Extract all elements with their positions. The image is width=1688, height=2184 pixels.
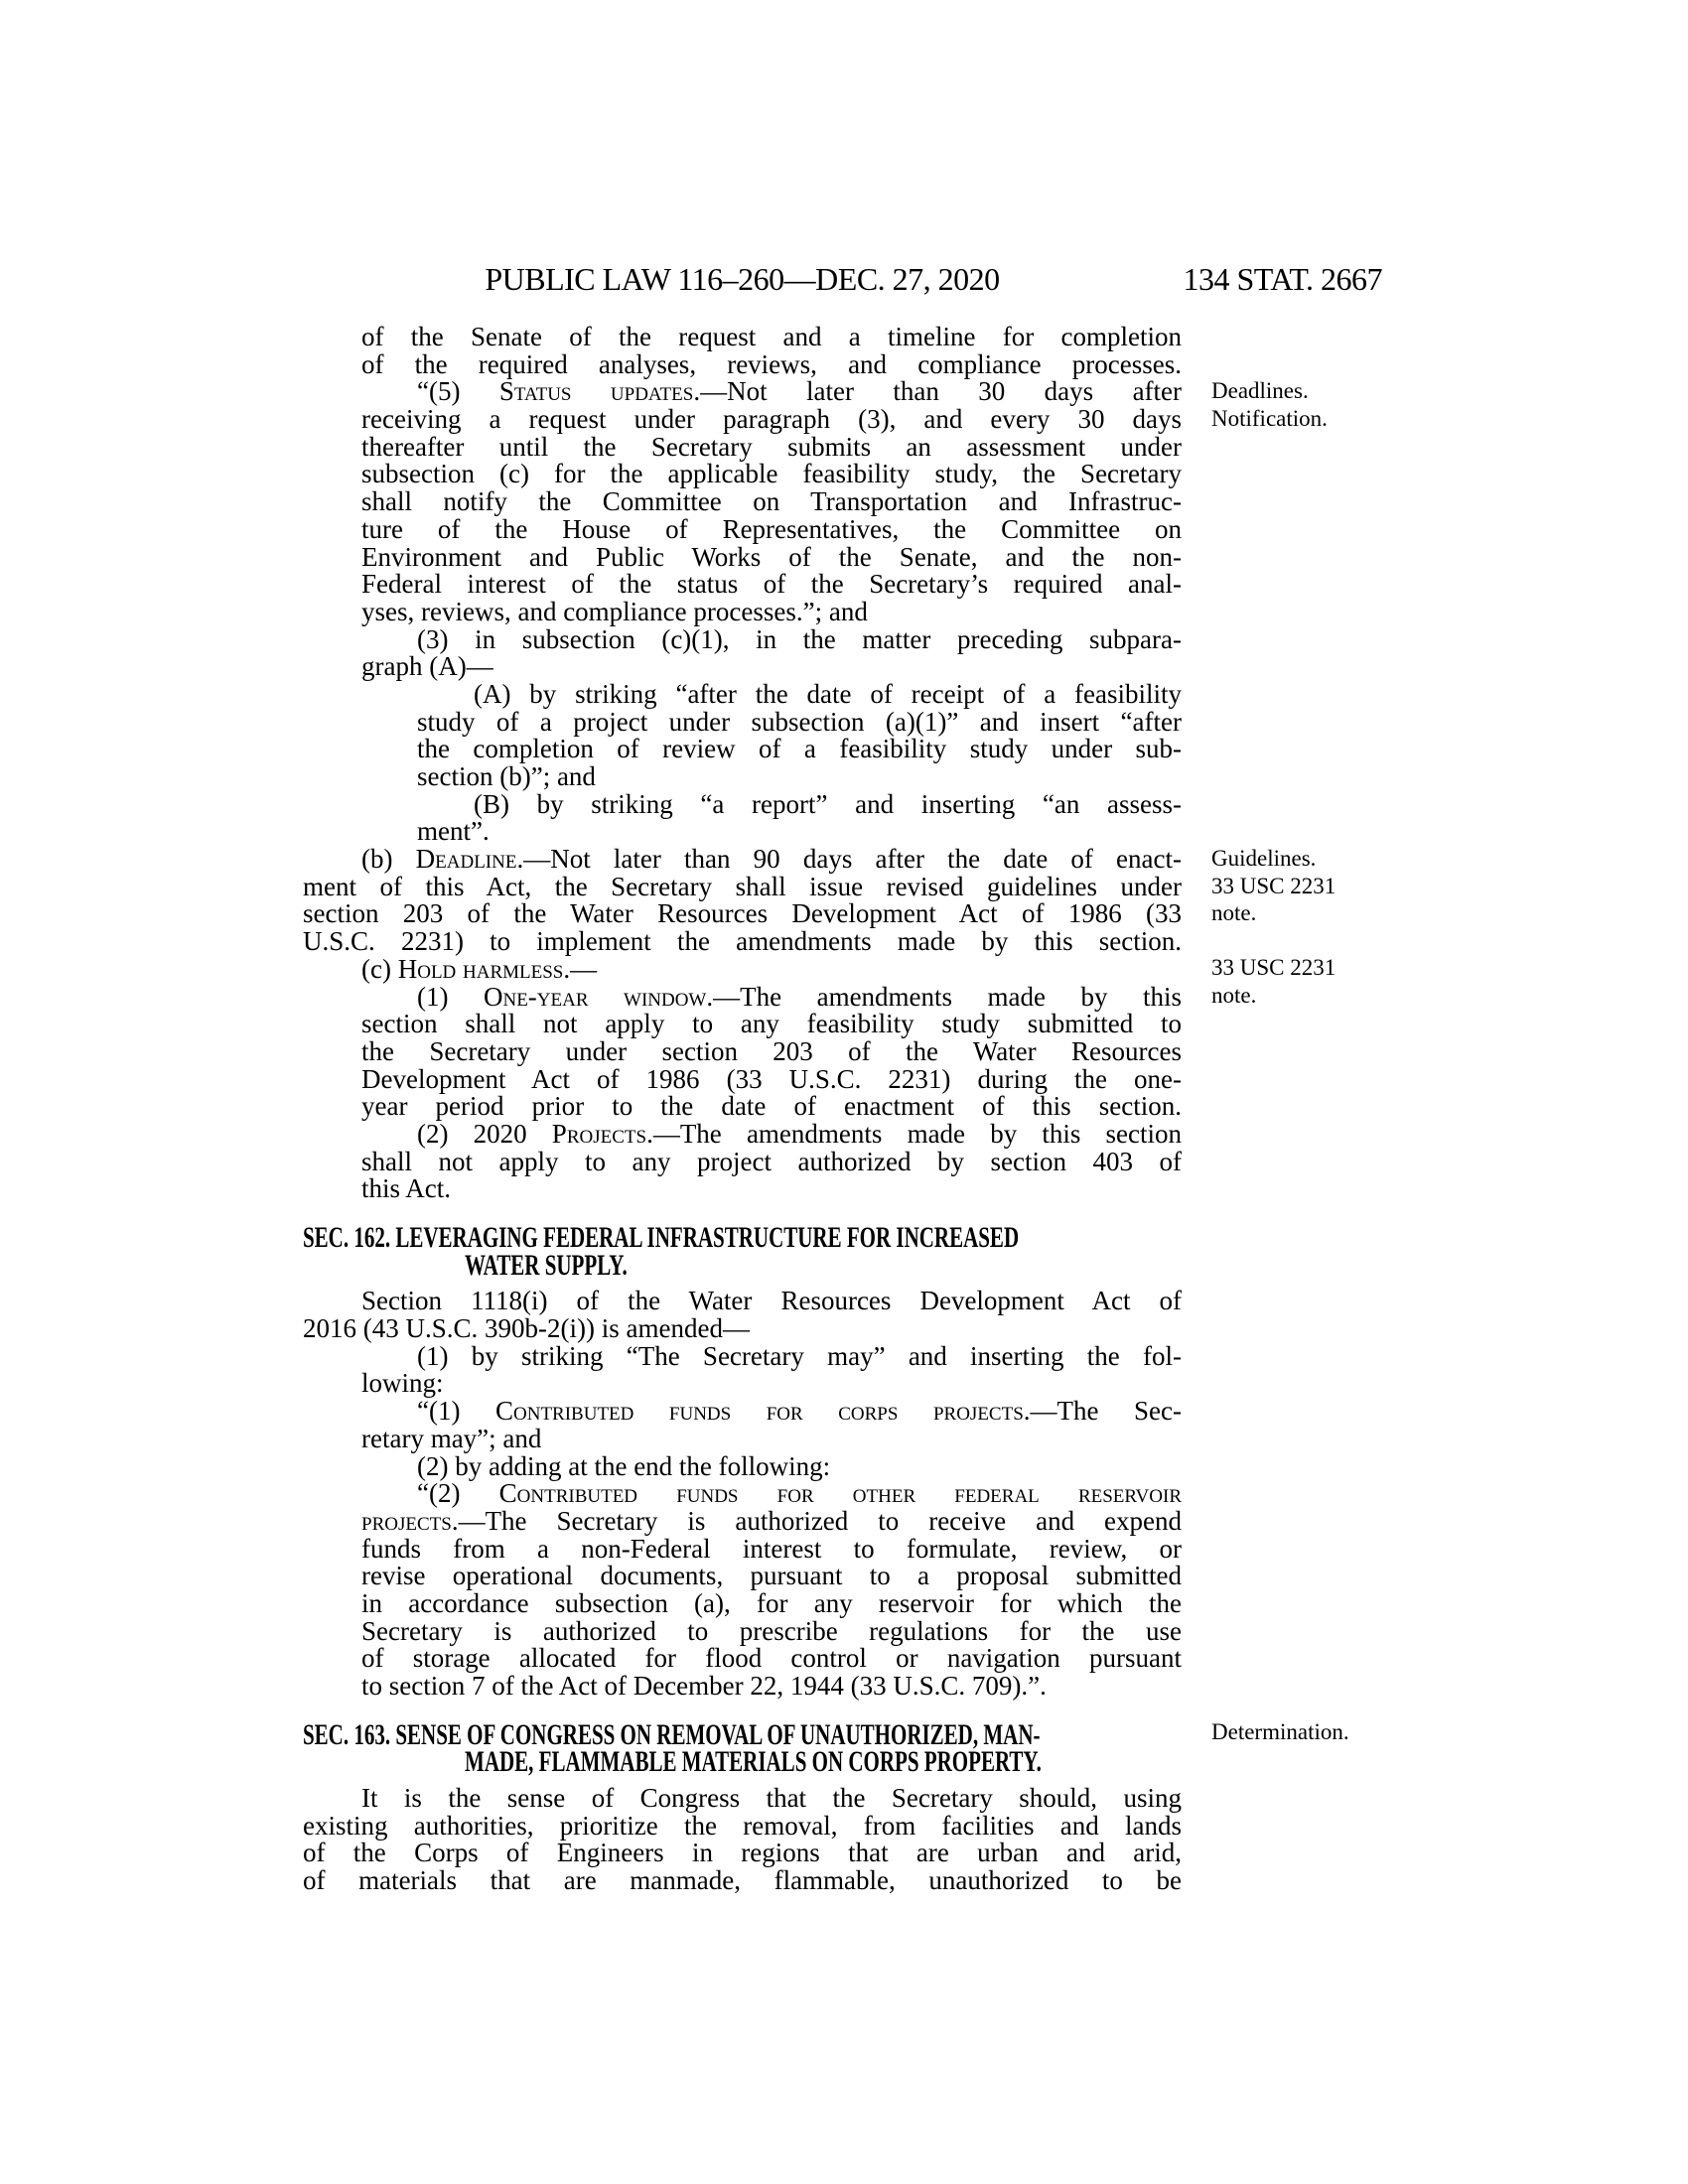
text-line: the completion of review of a feasibility study under sub- — [417, 734, 1182, 764]
margin-note — [1211, 954, 1388, 1009]
margin-note-line: Notification. — [1211, 405, 1328, 431]
text-line: section shall not apply to any feasibility study submitted to — [361, 1009, 1182, 1039]
small-caps-text: Hold harmless — [397, 953, 564, 984]
running-header-law-title: PUBLIC LAW 116–260—DEC. 27, 2020 — [485, 261, 1000, 297]
text-line: to section 7 of the Act of December 22, 1944 (33 U.S.C. 709).”. — [361, 1671, 1047, 1701]
text-line: year period prior to the date of enactment of this section. — [361, 1091, 1182, 1122]
text-line: (1) by striking “The Secretary may” and inserting the fol- — [417, 1340, 1182, 1371]
text-line: (A) by striking “after the date of receipt of a feasibility — [474, 678, 1182, 709]
section-heading-line: SEC. 163. SENSE OF CONGRESS ON REMOVAL OF UNAUTHORIZED, MAN- — [303, 1717, 1041, 1751]
margin-note-line: 33 USC 2231 — [1211, 873, 1336, 898]
section-heading-line: MADE, FLAMMABLE MATERIALS ON CORPS PROPERTY. — [465, 1745, 1042, 1779]
small-caps-text: Projects — [551, 1118, 647, 1149]
text-line: revise operational documents, pursuant to a proposal submitted — [361, 1561, 1182, 1591]
margin-note-line: Deadlines. — [1211, 378, 1309, 403]
text-line: existing authorities, prioritize the removal, from facilities and lands — [303, 1810, 1182, 1841]
text-line: “(2) Contributed funds for other federal reservoir — [417, 1478, 1183, 1509]
running-header-stat-page-number: 134 STAT. 2667 — [1183, 261, 1382, 297]
text-line: “(1) Contributed funds for corps projects.—The Sec- — [417, 1396, 1182, 1427]
margin-note-line: note. — [1211, 982, 1257, 1008]
section-heading-line: WATER SUPPLY. — [465, 1248, 628, 1282]
text-line: thereafter until the Secretary submits an assessment under — [361, 431, 1182, 462]
margin-note-line: 33 USC 2231 — [1211, 955, 1336, 980]
small-caps-text: Contributed funds for corps projects — [495, 1396, 1024, 1427]
margin-note-line: note. — [1211, 900, 1257, 926]
text-line: “(5) Status updates.—Not later than 30 days after — [417, 376, 1183, 407]
small-caps-text: Deadline — [415, 844, 517, 875]
text-line: shall notify the Committee on Transportation and Infrastruc- — [361, 486, 1182, 517]
margin-note — [1211, 377, 1388, 432]
text-line: graph (A)— — [361, 651, 493, 682]
text-line: subsection (c) for the applicable feasibility study, the Secretary — [361, 459, 1182, 489]
text-line: receiving a request under paragraph (3), and every 30 days — [361, 404, 1182, 435]
text-line: funds from a non-Federal interest to formulate, review, or — [361, 1533, 1182, 1564]
text-line: section 203 of the Water Resources Development Act of 1986 (33 — [303, 898, 1182, 929]
margin-note-line: Guidelines. — [1211, 846, 1317, 871]
text-line: projects.—The Secretary is authorized to receive and expend — [361, 1505, 1182, 1536]
text-line: of the Corps of Engineers in regions that are urban and arid, — [303, 1838, 1182, 1868]
text-line: the Secretary under section 203 of the Water Resources — [361, 1035, 1182, 1066]
text-line: of the Senate of the request and a timeline for completion — [361, 322, 1182, 351]
text-line: ment”. — [417, 816, 490, 847]
statute-body — [303, 324, 1182, 1895]
text-line: ment of this Act, the Secretary shall issue revised guidelines under — [303, 871, 1182, 901]
text-line: section (b)”; and — [417, 761, 596, 791]
text-line: (2) by adding at the end the following: — [417, 1450, 831, 1481]
text-line: ture of the House of Representatives, the Committee on — [361, 513, 1182, 544]
small-caps-text: projects — [361, 1505, 452, 1536]
small-caps-text: One-year window — [483, 981, 707, 1012]
text-line: U.S.C. 2231) to implement the amendments made by this section. — [303, 926, 1182, 957]
small-caps-text: Status updates — [498, 376, 694, 407]
text-line: Federal interest of the status of the Secretary’s required anal- — [361, 569, 1182, 600]
text-line: (b) Deadline.—Not later than 90 days after the date of enact- — [361, 844, 1183, 875]
text-line: of storage allocated for flood control or navigation pursuant — [361, 1643, 1182, 1674]
margin-note-line: Determination. — [1211, 1719, 1349, 1744]
margin-note — [1211, 1718, 1388, 1746]
text-line: of materials that are manmade, flammable, unauthorized to be — [303, 1865, 1182, 1896]
text-line: retary may”; and — [361, 1423, 542, 1453]
text-line: this Act. — [361, 1173, 452, 1204]
text-line: study of a project under subsection (a)(1)” and insert “after — [417, 706, 1182, 737]
text-line: yses, reviews, and compliance processes.”; and — [361, 596, 868, 626]
text-line: Environment and Public Works of the Senate, and the non- — [361, 541, 1182, 572]
margin-note — [1211, 845, 1388, 927]
text-line: of the required analyses, reviews, and compliance processes. — [361, 348, 1182, 379]
text-line: 2016 (43 U.S.C. 390b-2(i)) is amended— — [303, 1313, 750, 1344]
text-line: (B) by striking “a report” and inserting “an assess- — [474, 788, 1182, 819]
text-line: Secretary is authorized to prescribe regulations for the use — [361, 1615, 1182, 1646]
text-line: Section 1118(i) of the Water Resources Development Act of — [361, 1286, 1182, 1316]
section-heading-line: SEC. 162. LEVERAGING FEDERAL INFRASTRUCTURE FOR INCREASED — [303, 1221, 1020, 1254]
text-line: in accordance subsection (a), for any reservoir for which the — [361, 1587, 1182, 1618]
text-line: Development Act of 1986 (33 U.S.C. 2231) during the one- — [361, 1063, 1182, 1094]
text-line: It is the sense of Congress that the Secretary should, using — [361, 1783, 1182, 1814]
text-line: (c) Hold harmless.— — [361, 953, 598, 984]
small-caps-text: Contributed funds for other federal reservoir — [498, 1478, 1183, 1509]
text-line: (2) 2020 Projects.—The amendments made by this section — [417, 1118, 1182, 1149]
text-line: shall not apply to any project authorized by section 403 of — [361, 1146, 1182, 1176]
text-line: (1) One-year window.—The amendments made by this — [417, 981, 1183, 1012]
text-line: lowing: — [361, 1368, 444, 1399]
text-line: (3) in subsection (c)(1), in the matter preceding subpara- — [417, 623, 1182, 654]
